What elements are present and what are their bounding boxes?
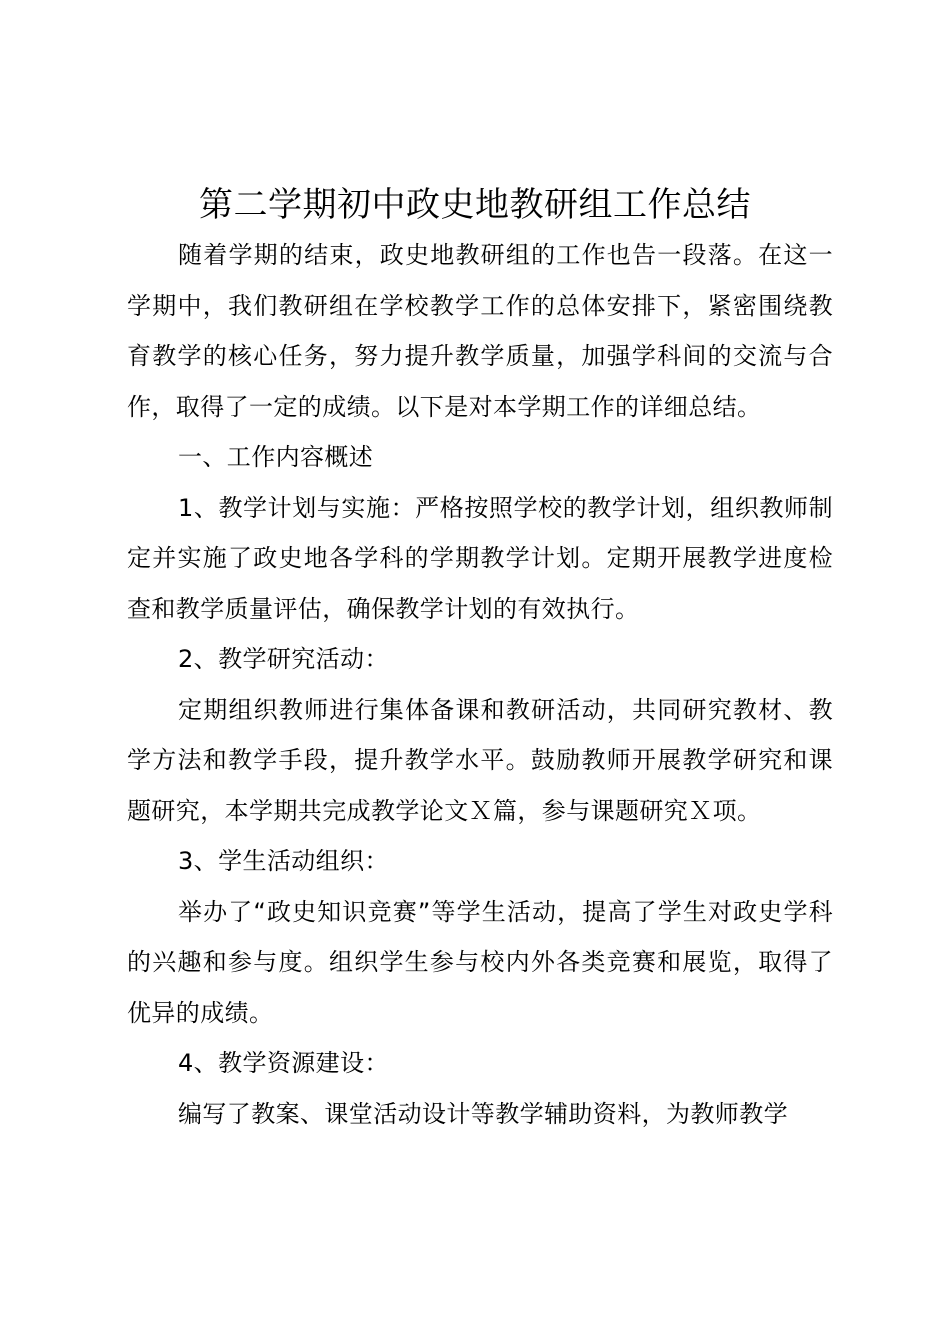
paragraph-intro: 随着学期的结束，政史地教研组的工作也告一段落。在这一学期中，我们教研组在学校教学工作的总体安排下，紧密围绕教育教学的核心任务，努力提升教学质量，加强学科间的交流与合作，取得了一定的成绩。以下是对本学期工作的详细总结。	[127, 241, 833, 421]
document-title: 第二学期初中政史地教研组工作总结	[199, 185, 751, 225]
subheading-student-activities: 3、学生活动组织：	[178, 847, 389, 875]
section-heading-overview: 一、工作内容概述	[178, 443, 374, 471]
subheading-research-activities: 2、教学研究活动：	[178, 645, 389, 673]
paragraph-teaching-resources: 编写了教案、课堂活动设计等教学辅助资料，为教师教学	[178, 1099, 788, 1128]
paragraph-student-activities: 举办了“政史知识竞赛”等学生活动，提高了学生对政史学科的兴趣和参与度。组织学生参与校内外各类竞赛和展览，取得了优异的成绩。	[127, 897, 833, 1027]
subheading-teaching-resources: 4、教学资源建设：	[178, 1049, 389, 1077]
paragraph-teaching-plan: 1、教学计划与实施：严格按照学校的教学计划，组织教师制定并实施了政史地各学科的学期教学计划。定期开展教学进度检查和教学质量评估，确保教学计划的有效执行。	[127, 493, 833, 623]
document-body	[127, 230, 833, 1139]
paragraph-research-activities: 定期组织教师进行集体备课和教研活动，共同研究教材、教学方法和教学手段，提升教学水平。鼓励教师开展教学研究和课题研究，本学期共完成教学论文Ｘ篇，参与课题研究Ｘ项。	[127, 695, 833, 825]
